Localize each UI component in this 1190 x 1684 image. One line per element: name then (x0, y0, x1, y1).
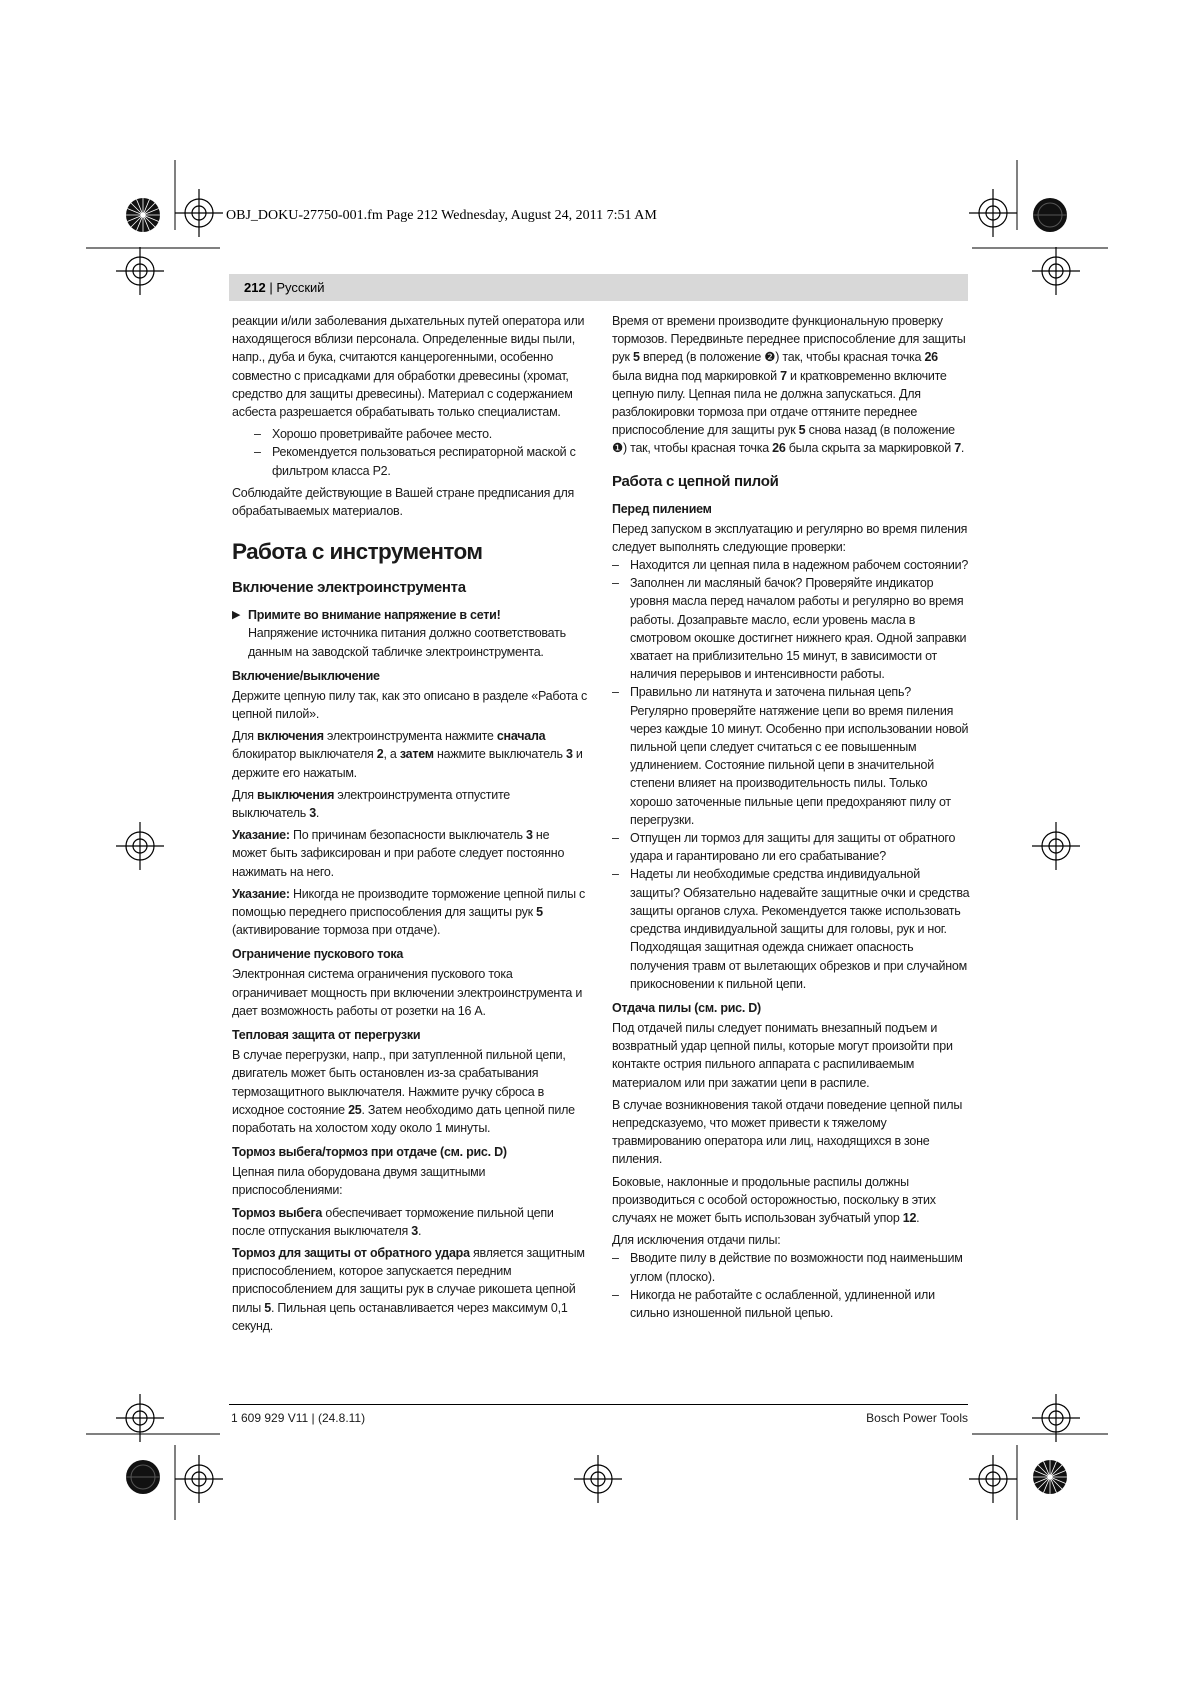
right-column (612, 312, 970, 1326)
page-language: Русский (276, 280, 325, 295)
subsection-title-work: Работа с цепной пилой (612, 472, 779, 490)
paragraph: Для исключения отдачи пилы: (612, 1233, 781, 1248)
heading-kickback: Отдача пилы (см. рис. D) (612, 1000, 761, 1015)
paragraph: Электронная система ограничения пускового тока ограничивает мощность при включении электроинструмента и дает возможность работы от розетки на 16 А. (232, 967, 583, 1018)
list-item: – Рекомендуется пользоваться респираторной маской с фильтром класса Р2. (254, 445, 576, 478)
footer-rule (229, 1404, 968, 1405)
dust-list (232, 425, 587, 480)
paragraph: Цепная пила оборудована двумя защитными приспособлениями: (232, 1165, 486, 1198)
list-item: – Хорошо проветривайте рабочее место. (254, 427, 493, 442)
paragraph-brake-check: Время от времени производите функциональную проверку тормозов. Передвиньте переднее приспособление для защиты рук 5 вперед (в положение ❷) так, чтобы красная точка 26 была видна под маркировкой 7 и кратковременно включите цепную пилу. Цепная пила не должна запускаться. Для разблокировки тормоза при отдаче оттяните переднее приспособление для защиты рук 5 снова назад (в положение ❶) так, чтобы красная точка 26 была скрыта за маркировкой 7. (612, 314, 966, 456)
paragraph: Держите цепную пилу так, как это описано в разделе «Работа с цепной пилой». (232, 688, 587, 722)
paragraph: В случае возникновения такой отдачи поведение цепной пилы непредсказуемо, что может привести к тяжелому травмированию оператора или лиц, находящихся в зоне пиления. (612, 1097, 963, 1167)
kickback-list (612, 1249, 970, 1322)
list-item: – Заполнен ли масляный бачок? Проверяйте индикатор уровня масла перед началом работы и регулярно во время работы. Дозаправьте масло, если уровень масла в смотровом окошке достигнет нижнего края. Одной заправки хватает на приблизительно 15 минут, в зависимости от наличия перерывов и интенсивности работы. (612, 576, 967, 682)
paragraph-switch-on: Для включения электроинструмента нажмите сначала блокиратор выключателя 2, а затем нажмите выключатель 3 и держите его нажатым. (232, 729, 583, 780)
paragraph-kickback-3: Боковые, наклонные и продольные распилы должны производиться с особой осторожностью, поскольку в этих случаях не может быть использован зубчатый упор 12. (612, 1174, 936, 1225)
note-1: Указание: По причинам безопасности выключатель 3 не может быть зафиксирован и при работе следует постоянно нажимать на него. (232, 828, 565, 879)
paragraph-thermal: В случае перегрузки, напр., при затупленной пильной цепи, двигатель может быть остановлен из-за срабатывания термозащитного выключателя. Нажмите ручку сброса в исходное состояние 25. Затем необходимо дать цепной пиле поработать на холостом ходу около 1 минуты. (232, 1048, 575, 1135)
page-number: 212 (244, 280, 266, 295)
heading-on-off: Включение/выключение (232, 668, 380, 683)
position-1-icon: ❶ (612, 441, 623, 456)
list-item: – Правильно ли натянута и заточена пильная цепь? Регулярно проверяйте натяжение цепи во время пиления через каждые 10 минут. Особенно при использовании новой пильной цепи следует считаться с ее повышенным удлинением. Состояние пильной цепи в значительной степени влияет на производительность пилы. Только хорошо заточенные пильные цепи предохраняют пилу от перегрузки. (612, 685, 969, 827)
list-item: – Отпущен ли тормоз для защиты для защиты от обратного удара и гарантировано ли его срабатывание? (612, 831, 956, 864)
footer-brand: Bosch Power Tools (866, 1411, 968, 1425)
paragraph-switch-off: Для выключения электроинструмента отпустите выключатель 3. (232, 787, 510, 821)
heading-brake: Тормоз выбега/тормоз при отдаче (см. рис. D) (232, 1145, 507, 1160)
print-header: OBJ_DOKU-27750-001.fm Page 212 Wednesday, August 24, 2011 7:51 AM (226, 208, 657, 223)
list-item: – Вводите пилу в действие по возможности под наименьшим углом (плоско). (612, 1251, 963, 1284)
paragraph-kickback-brake: Тормоз для защиты от обратного удара является защитным приспособлением, которое запускается передним приспособлением для защиты рук в случае рикошета цепной пилы 5. Пильная цепь останавливается через максимум 0,1 секунд. (232, 1245, 585, 1333)
page-header-bar (229, 274, 968, 301)
list-item: – Надеты ли необходимые средства индивидуальной защиты? Обязательно надевайте защитные очки и средства защиты органов слуха. Рекомендуется также использовать средства индивидуальной защиты для головы, рук и ног. Подходящая защитная одежда снижает опасность получения травм от вылетающих обрезков и при случайном прикосновении к пильной цепи. (612, 867, 970, 991)
subsection-title: Включение электроинструмента (232, 579, 466, 597)
paragraph: Под отдачей пилы следует понимать внезапный подъем и возвратный удар цепной пилы, которые могут произойти при контакте острия пильного аппарата с распиливаемым материалом или при зажатии цепи в распиле. (612, 1020, 953, 1090)
footer-doc-number: 1 609 929 V11 | (24.8.11) (231, 1411, 366, 1425)
warning: ▶ Примите во внимание напряжение в сети! Напряжение источника питания должно соответствовать данным на заводской табличке электроинструмента. (232, 608, 566, 659)
list-item: – Никогда не работайте с ослабленной, удлиненной или сильно изношенной пильной цепью. (612, 1287, 935, 1320)
regulations-paragraph: Соблюдайте действующие в Вашей стране предписания для обрабатываемых материалов. (232, 485, 575, 519)
left-column (232, 312, 587, 1339)
page-label: 212 | Русский (244, 280, 325, 295)
paragraph-coast-brake: Тормоз выбега обеспечивает торможение пильной цепи после отпускания выключателя 3. (232, 1205, 554, 1238)
intro-paragraph: реакции и/или заболевания дыхательных путей оператора или находящегося вблизи персонала. Определенные виды пыли, напр., дуба и бука, считаются канцерогенными, особенно совместно с присадками для обработки древесины (хромат, средство для защиты древесины). Материал с содержанием асбеста разрешается обрабатывать только специалистам. (232, 314, 585, 420)
heading-thermal: Тепловая защита от перегрузки (232, 1028, 421, 1043)
triangle-bullet-icon: ▶ (232, 609, 241, 622)
note-2: Указание: Никогда не производите торможение цепной пилы с помощью переднего приспособления для защиты рук 5 (активирование тормоза при отдаче). (232, 886, 586, 938)
heading-current-limit: Ограничение пускового тока (232, 947, 404, 962)
section-title: Работа с инструментом (232, 539, 483, 565)
checks-list (612, 556, 970, 993)
list-item: – Находится ли цепная пила в надежном рабочем состоянии? (612, 558, 969, 573)
position-2-icon: ❷ (764, 350, 776, 365)
paragraph: Перед запуском в эксплуатацию и регулярно во время пиления следует выполнять следующие проверки: (612, 521, 968, 554)
heading-before-sawing: Перед пилением (612, 501, 712, 516)
